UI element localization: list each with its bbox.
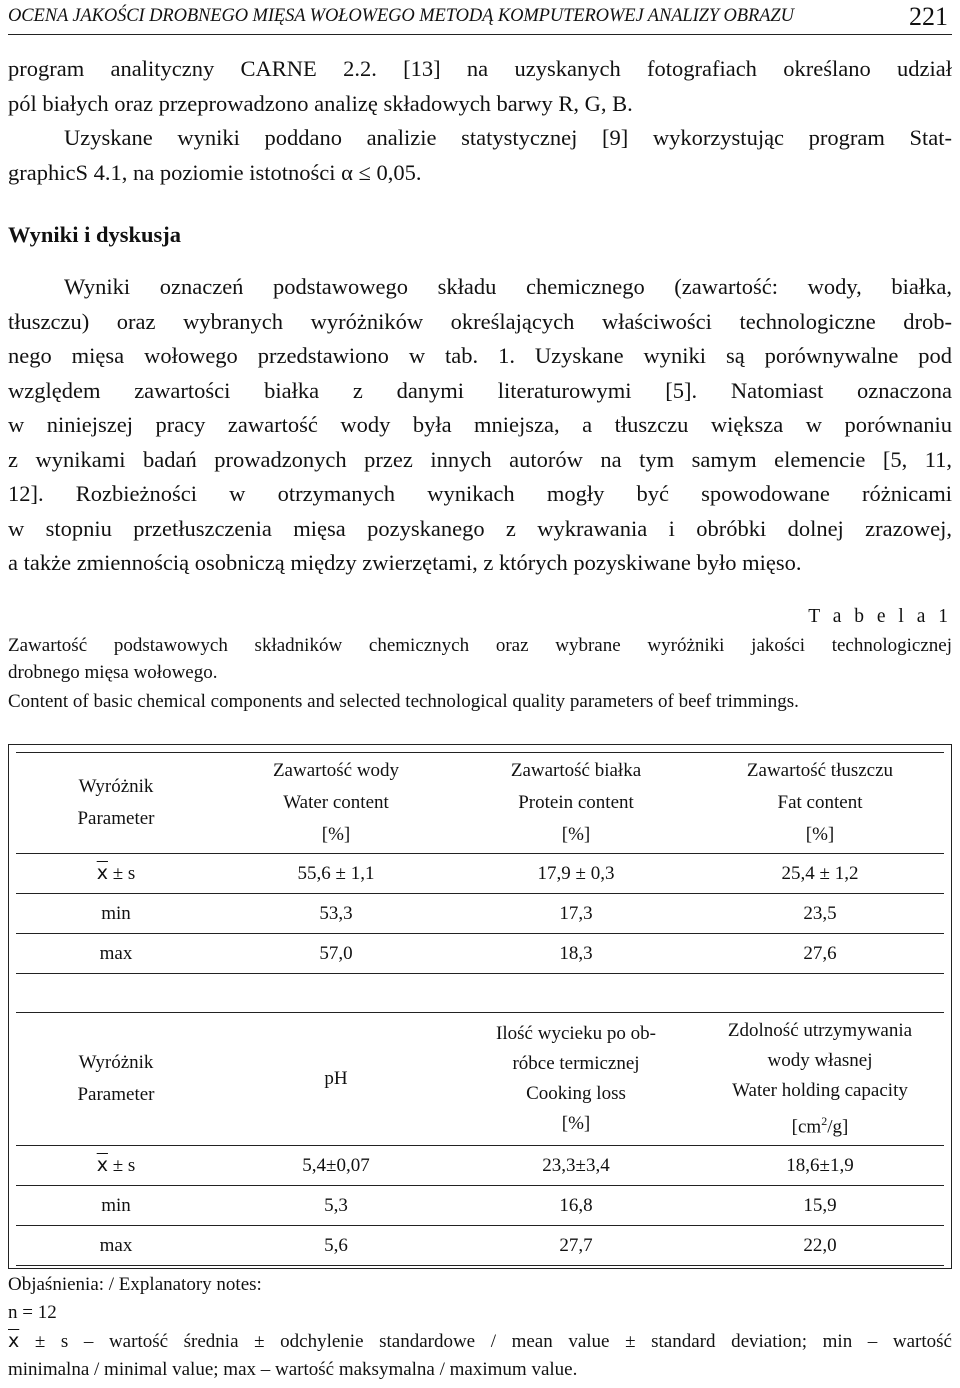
table-row (16, 1146, 944, 1186)
notes-line-text: ± s – wartość średnia ± odchylenie standardowe / mean value ± standard deviation; min – wartość (19, 1331, 952, 1352)
section-title: Wyniki i dyskusja (8, 222, 181, 247)
table-cell: 57,0 (216, 934, 456, 974)
row-label: max (16, 1226, 216, 1266)
table-row (16, 894, 944, 934)
text-line: w stopniu przetłuszczenia mięsa pozyskanego z wykrawania i obróbki dolnej zrazowej, (8, 515, 952, 541)
text-line: względem zawartości białka z danymi literaturowymi [5]. Natomiast oznaczona (8, 377, 952, 403)
header-text: Protein content (518, 792, 634, 813)
header-cell (456, 1013, 696, 1146)
row-label (16, 854, 216, 894)
table-cell: 17,9 ± 0,3 (456, 854, 696, 894)
header-text: Zawartość tłuszczu (746, 760, 894, 781)
row-label: min (16, 1186, 216, 1226)
text-line: Wyniki oznaczeń podstawowego składu chemicznego (zawartość: wody, białka, (64, 274, 952, 299)
header-text: [%] (321, 824, 351, 845)
header-text: wody własnej (767, 1049, 873, 1071)
header-cell (16, 753, 216, 854)
table-label: T a b e l a 1 (808, 606, 952, 627)
table-cell: 18,6±1,9 (696, 1146, 944, 1186)
header-text: Water content (283, 792, 389, 813)
header-text (696, 1106, 944, 1142)
header-text: Zdolność utrzymywania (727, 1019, 913, 1041)
table-cell: 5,3 (216, 1186, 456, 1226)
results-paragraph (8, 270, 952, 581)
table-row (16, 1226, 944, 1266)
text-line: w niniejszej pracy zawartość wody była mniejsza, a tłuszczu większa w porównaniu (8, 412, 952, 437)
mean-symbol: $\overline{x}$ (96, 1154, 108, 1176)
header-text: Water holding capacity (732, 1079, 908, 1101)
header-cell (456, 753, 696, 854)
mean-symbol: $\overline{x}$ (8, 1330, 20, 1352)
notes-line: minimalna / minimal value; max – wartość maksymalna / maximum value. (8, 1359, 578, 1380)
mean-symbol: $\overline{x}$ (96, 862, 108, 884)
text-line: pól białych oraz przeprowadzono analizę składowych barwy R, G, B. (8, 90, 633, 116)
running-header (8, 4, 952, 35)
header-text: pH (324, 1068, 348, 1089)
text-line: Uzyskane wyniki poddano analizie statystycznej [9] wykorzystując program Stat- (64, 125, 952, 150)
row-label: max (16, 934, 216, 974)
caption-line: drobnego mięsa wołowego. (8, 662, 218, 683)
header-cell (696, 753, 944, 854)
header-text: Fat content (777, 792, 863, 813)
text-line: 12]. Rozbieżności w otrzymanych wynikach mogły być spowodowane różnicami (8, 481, 952, 506)
header-cell (16, 1013, 216, 1146)
row-label: min (16, 894, 216, 934)
notes-n: n = 12 (8, 1302, 57, 1323)
table-cell: 27,7 (456, 1226, 696, 1266)
header-text: Parameter (77, 808, 155, 829)
table-cell: 17,3 (456, 894, 696, 934)
table-cell: 15,9 (696, 1186, 944, 1226)
text-line: z wynikami badań prowadzonych przez innych autorów na tym samym elemencie [5, 11, (8, 446, 952, 472)
explanatory-notes (8, 1271, 952, 1384)
page-number: 221 (909, 2, 948, 31)
table-row (16, 854, 944, 894)
intro-paragraph (8, 52, 952, 190)
header-cell (696, 1013, 944, 1146)
table-cell: 53,3 (216, 894, 456, 934)
table-cell: 18,3 (456, 934, 696, 974)
header-text: Parameter (77, 1084, 155, 1105)
text-line: graphicS 4.1, na poziomie istotności α ≤ 0,05. (8, 159, 422, 185)
header-cell (216, 753, 456, 854)
header-text: Wyróżnik (78, 776, 154, 797)
header-text: róbce termicznej (512, 1053, 640, 1074)
unit-base: [cm (791, 1116, 822, 1138)
table-cell: 55,6 ± 1,1 (216, 854, 456, 894)
header-text: [%] (561, 1113, 591, 1134)
table-header-row (16, 1013, 944, 1146)
caption-line: Zawartość podstawowych składników chemicznych oraz wybrane wyróżniki jakości technologicznej (8, 635, 952, 656)
header-text: [%] (561, 824, 591, 845)
header-text: Ilość wycieku po ob- (496, 1023, 656, 1044)
unit-rest: /g] (827, 1116, 849, 1138)
table-cell: 22,0 (696, 1226, 944, 1266)
table-row (16, 934, 944, 974)
table-caption-en: Content of basic chemical components and selected technological quality parameters of beef trimmings. (8, 691, 799, 712)
row-label (16, 1146, 216, 1186)
text-line: nego mięsa wołowego przedstawiono w tab. 1. Uzyskane wyniki są porównywalne pod (8, 343, 952, 368)
table-cell: 23,5 (696, 894, 944, 934)
header-text: Cooking loss (526, 1083, 626, 1104)
table-cell: 23,3±3,4 (456, 1146, 696, 1186)
table-cell: 5,4±0,07 (216, 1146, 456, 1186)
table-technological-parameters (16, 1012, 944, 1266)
text-line: program analityczny CARNE 2.2. [13] na uzyskanych fotografiach określano udział (8, 56, 952, 81)
row-label-rest: ± s (107, 1155, 136, 1176)
table-cell: 5,6 (216, 1226, 456, 1266)
notes-title: Objaśnienia: / Explanatory notes: (8, 1274, 262, 1295)
header-text: Wyróżnik (78, 1052, 154, 1073)
table-row (16, 1186, 944, 1226)
header-text: Zawartość białka (510, 760, 642, 781)
table-cell: 25,4 ± 1,2 (696, 854, 944, 894)
header-title: OCENA JAKOŚCI DROBNEGO MIĘSA WOŁOWEGO METODĄ KOMPUTEROWEJ ANALIZY OBRAZU (8, 6, 794, 26)
table-header-row (16, 753, 944, 854)
header-cell (216, 1013, 456, 1146)
table-cell: 27,6 (696, 934, 944, 974)
table-chemical-composition (16, 752, 944, 974)
unit-exponent: 2 (821, 1113, 828, 1128)
header-text: Zawartość wody (272, 760, 400, 781)
notes-line (8, 1327, 952, 1356)
header-text: [%] (805, 824, 835, 845)
row-label-rest: ± s (107, 863, 136, 884)
text-line: a także zmiennością osobniczą między zwierzętami, z których pozyskiwane było mięso. (8, 550, 802, 575)
table-cell: 16,8 (456, 1186, 696, 1226)
text-line: tłuszczu) oraz wybranych wyróżników określających właściwości technologiczne drob- (8, 308, 952, 334)
table-caption-pl (8, 632, 952, 686)
